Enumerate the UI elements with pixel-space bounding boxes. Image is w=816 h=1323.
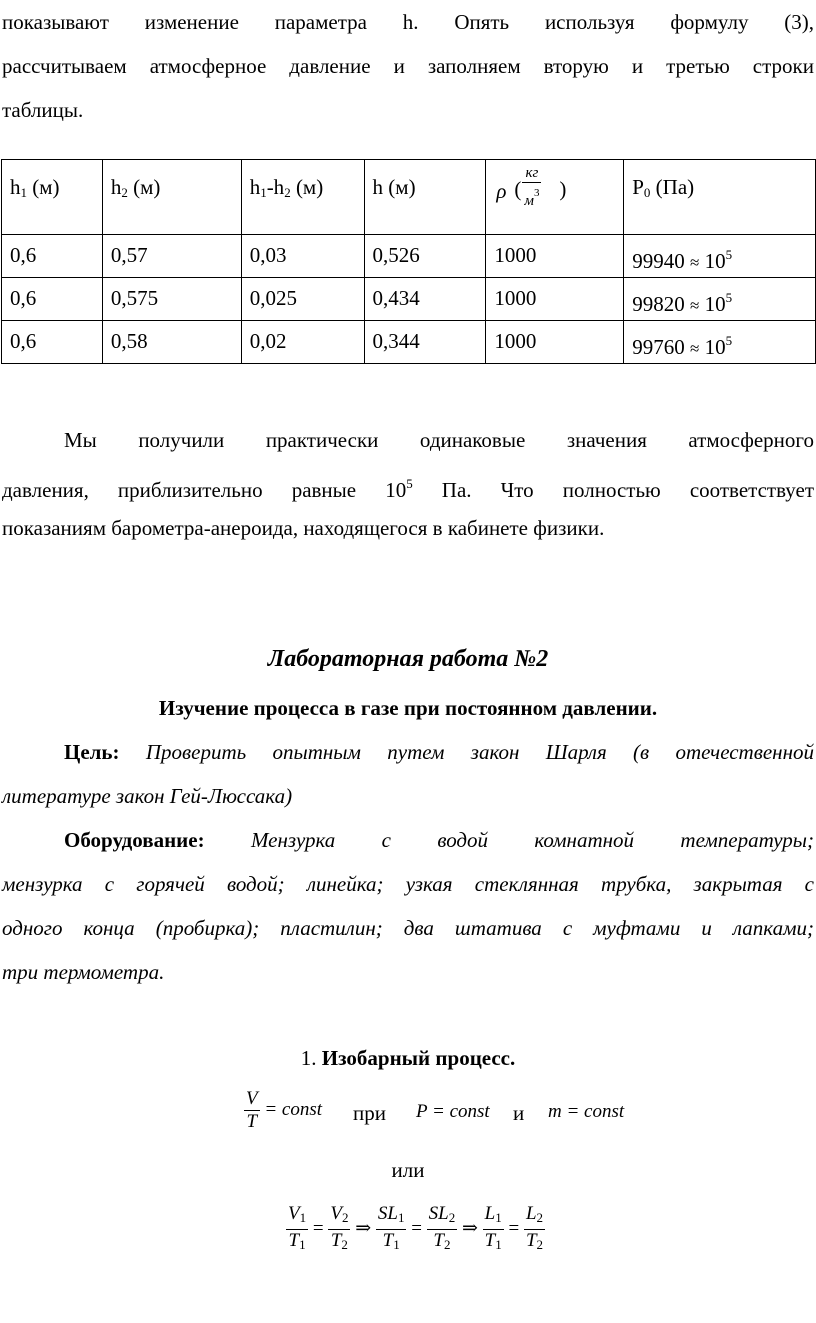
intro-line-1: показывают изменение параметра h. Опять используя формулу (3), (2, 10, 814, 34)
fraction-v1-t1: $\frac{V_1}{T_1}$ (288, 1203, 307, 1252)
cell-h2: 0,57 (102, 235, 241, 278)
formula-chain: $\frac{V_1}{T_1}$ = $\frac{V_2}{T_2}$ ⇒ $\frac{SL_1}{T_1}$ = $\frac{SL_2}{T_2}$ ⇒ $\frac{L_1}{T_1}$ = $\frac{L_2}{T_2}$ (286, 1203, 545, 1256)
header-rho (486, 160, 624, 235)
conclusion-paragraph (2, 418, 814, 550)
header-p0: $P_0$ (Па) (624, 160, 816, 235)
rho-open-paren: ( (514, 177, 522, 201)
cell-p0: $99940 \approx 10^5$ (624, 235, 816, 278)
formula-m-const: m = const (548, 1101, 625, 1122)
fraction-l2-t2: $\frac{L_2}{T_2}$ (525, 1203, 544, 1252)
formula-p-const: P = const (416, 1101, 490, 1122)
header-h: h (м) (364, 160, 486, 235)
table-row (2, 235, 816, 278)
fraction-v2-t2: $\frac{V_2}{T_2}$ (330, 1203, 349, 1252)
fraction-l1-t1: $\frac{L_1}{T_1}$ (484, 1203, 502, 1252)
equip-line-3: одного конца (пробирка); пластилин; два штатива с муфтами и лапками; (2, 916, 814, 940)
cell-diff: 0,02 (241, 321, 364, 364)
header-h-diff: $h_1-h_2$ (м) (241, 160, 364, 235)
word-and: и (513, 1101, 525, 1125)
header-h1: $h_1$ (м) (2, 160, 103, 235)
equip-line-2: мензурка с горячей водой; линейка; узкая стеклянная трубка, закрытая с (2, 872, 814, 896)
equipment-paragraph (2, 818, 814, 994)
cell-diff: 0,025 (241, 278, 364, 321)
rho-symbol: ρ (496, 179, 507, 203)
cell-h: 0,344 (364, 321, 486, 364)
word-ili: или (391, 1158, 425, 1182)
pressure-table (1, 159, 816, 364)
section-heading: 1. Изобарный процесс. (300, 1046, 516, 1070)
lab-subtitle: Изучение процесса в газе при постоянном давлении. (158, 696, 658, 720)
cell-h: 0,434 (364, 278, 486, 321)
rho-unit-fraction: кг $м^3$ (524, 165, 540, 209)
cell-rho: 1000 (486, 235, 624, 278)
intro-paragraph (2, 0, 814, 132)
table-header-row (2, 160, 816, 235)
cell-h2: 0,58 (102, 321, 241, 364)
conclusion-line-1: Мы получили практически одинаковые значения атмосферного (64, 428, 814, 452)
fraction-sl1-t1: $\frac{SL_1}{T_1}$ (377, 1203, 405, 1252)
intro-line-3: таблицы. (2, 98, 84, 122)
cell-h2: 0,575 (102, 278, 241, 321)
goal-paragraph (2, 730, 814, 818)
table-row (2, 321, 816, 364)
cell-h: 0,526 (364, 235, 486, 278)
cell-h1: 0,6 (2, 235, 103, 278)
intro-line-2: рассчитываем атмосферное давление и заполняем вторую и третью строки (2, 54, 814, 78)
goal-line-2: литературе закон Гей-Люссака) (2, 784, 293, 808)
lab-title: Лабораторная работа №2 (267, 646, 549, 672)
word-pri: при (353, 1101, 386, 1125)
table-row (2, 278, 816, 321)
goal-label: Цель: (64, 740, 120, 764)
equip-line-4: три термометра. (2, 960, 165, 984)
equip-line-1: Оборудование: Мензурка с водой комнатной температуры; (64, 828, 814, 852)
conclusion-line-3: показаниям барометра-анероида, находящегося в кабинете физики. (2, 516, 605, 540)
cell-rho: 1000 (486, 321, 624, 364)
cell-diff: 0,03 (241, 235, 364, 278)
equip-label: Оборудование: (64, 828, 205, 852)
cell-p0: $99760 \approx 10^5$ (624, 321, 816, 364)
header-h2: $h_2$ (м) (102, 160, 241, 235)
fraction-sl2-t2: $\frac{SL_2}{T_2}$ (428, 1203, 456, 1252)
cell-h1: 0,6 (2, 321, 103, 364)
cell-p0: $99820 \approx 10^5$ (624, 278, 816, 321)
formula-v-over-t: $\frac{V}{T}$ = const (246, 1088, 323, 1132)
cell-h1: 0,6 (2, 278, 103, 321)
cell-rho: 1000 (486, 278, 624, 321)
rho-close-paren: ) (559, 177, 567, 201)
goal-line-1: Цель: Проверить опытным путем закон Шарля (в отечественной (64, 740, 814, 764)
conclusion-line-2: давления, приблизительно равные $10^5$ Па. Что полностью соответствует (2, 476, 815, 502)
